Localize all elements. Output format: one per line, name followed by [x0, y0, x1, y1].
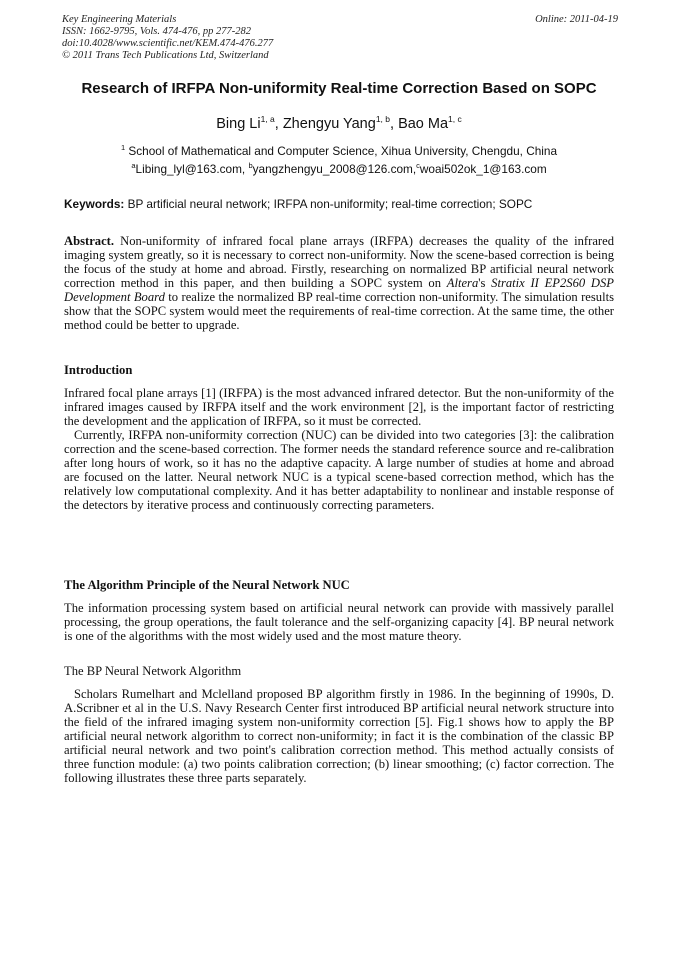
author-sup: 1, b — [375, 114, 390, 124]
author-name: Zhengyu Yang — [282, 115, 376, 132]
introduction-body — [64, 386, 614, 512]
online-date: Online: 2011-04-19 — [535, 14, 618, 25]
paragraph: The information processing system based on artificial neural network can provide with massively parallel processing, the group operations, the fault tolerance and the self-organizing capacity [4]. BP neural network is one of the algorithms with the most widely used and the most mature theory. — [64, 601, 614, 643]
journal-header — [62, 14, 618, 62]
copyright-line: © 2011 Trans Tech Publications Ltd, Switzerland — [62, 50, 269, 61]
principle-body — [64, 601, 614, 643]
email-sup: b — [248, 161, 253, 170]
section-heading-introduction: Introduction — [64, 363, 133, 377]
journal-name: Key Engineering Materials — [62, 14, 177, 25]
issn-line: ISSN: 1662-9795, Vols. 474-476, pp 277-282 — [62, 26, 251, 37]
keywords — [64, 197, 618, 211]
paragraph: Infrared focal plane arrays [1] (IRFPA) is the most advanced infrared detector. But the non-uniformity of the infrared images caused by IRFPA itself and the work environment [2], is the important factor of restricting the development and the application of IRFPA, so it must be corrected. — [64, 386, 614, 428]
author-sup: 1, c — [448, 114, 462, 124]
email-link[interactable]: Libing_lyl@163.com, — [135, 161, 249, 176]
affiliation-sup: 1 — [120, 143, 126, 152]
doi-line: doi:10.4028/www.scientific.net/KEM.474-476.277 — [62, 38, 274, 49]
abstract-text: Non-uniformity of infrared focal plane arrays (IRFPA) decreases the quality of the infrared imaging system greatly, so it is necessary to correct non-uniformity. Now the scene-based correction is being the focus of the study at home and abroad. Firstly, researching on normalized BP artificial neural network correction method in this paper, and then building a SOPC system on — [64, 234, 614, 290]
keywords-label: Keywords: — [64, 197, 125, 211]
author-sup: 1, a — [260, 114, 275, 124]
bp-body — [64, 687, 614, 785]
paper-title: Research of IRFPA Non-uniformity Real-time Correction Based on SOPC — [81, 80, 597, 97]
abstract-text: Stratix II EP2S60 DSP Development Board — [64, 276, 614, 304]
affiliation — [40, 143, 638, 158]
abstract-text: Altera — [446, 276, 479, 290]
email-sup: a — [131, 161, 136, 170]
email-sup: c — [416, 161, 420, 170]
abstract-label: Abstract. — [64, 234, 115, 248]
email-link[interactable]: yangzhengyu_2008@126.com, — [252, 161, 417, 176]
author-name: Bao Ma — [398, 115, 449, 132]
author-name: Bing Li — [216, 115, 261, 132]
email-link[interactable]: woai502ok_1@163.com — [419, 161, 547, 176]
subsection-heading-bp-algorithm: The BP Neural Network Algorithm — [64, 664, 242, 678]
author-emails — [40, 161, 638, 176]
paragraph: Currently, IRFPA non-uniformity correction (NUC) can be divided into two categories [3]: the calibration correction and the scene-based correction. The former needs the standard reference source and re-calibration after long hours of work, so it has no the adaptive capacity. A large number of studies at home and abroad are focused on the latter. Neural network NUC is a typical scene-based correction method, which has the relatively low computational complexity. And it has better adaptability to nonlinear and instable response of the detectors by iterative process and continuously correcting parameters. — [64, 428, 614, 512]
abstract-text: to realize the normalized BP real-time correction non-uniformity. The simulation results show that the SOPC system would meet the requirements of real-time correction. At the same time, the other method could be better to upgrade. — [64, 290, 614, 332]
abstract-text: 's — [478, 276, 492, 290]
paragraph: Scholars Rumelhart and Mclelland proposed BP algorithm firstly in 1986. In the beginning of 1990s, D. A.Scribner et al in the U.S. Navy Research Center first introduced BP artificial neural network structure into the field of the infrared imaging system non-uniformity correction [5]. Fig.1 shows how to apply the BP artificial neural network algorithm to correct non-uniformity; in fact it is the combination of the classic BP artificial neural network and two point's calibration correction method. This method actually consists of three function module: (a) two points calibration correction; (b) linear smoothing; (c) factor correction. The following illustrates these three parts separately. — [64, 687, 614, 785]
affiliation-text: School of Mathematical and Computer Science, Xihua University, Chengdu, China — [128, 143, 558, 158]
author-list: Bing Li$^{1, a}$, Zhengyu Yang$^{1, b}$, Bao Ma$^{1, c}$ — [216, 114, 462, 132]
abstract — [64, 234, 614, 332]
keywords-text: BP artificial neural network; IRFPA non-uniformity; real-time correction; SOPC — [127, 197, 533, 211]
section-heading-algorithm-principle: The Algorithm Principle of the Neural Network NUC — [64, 578, 350, 592]
